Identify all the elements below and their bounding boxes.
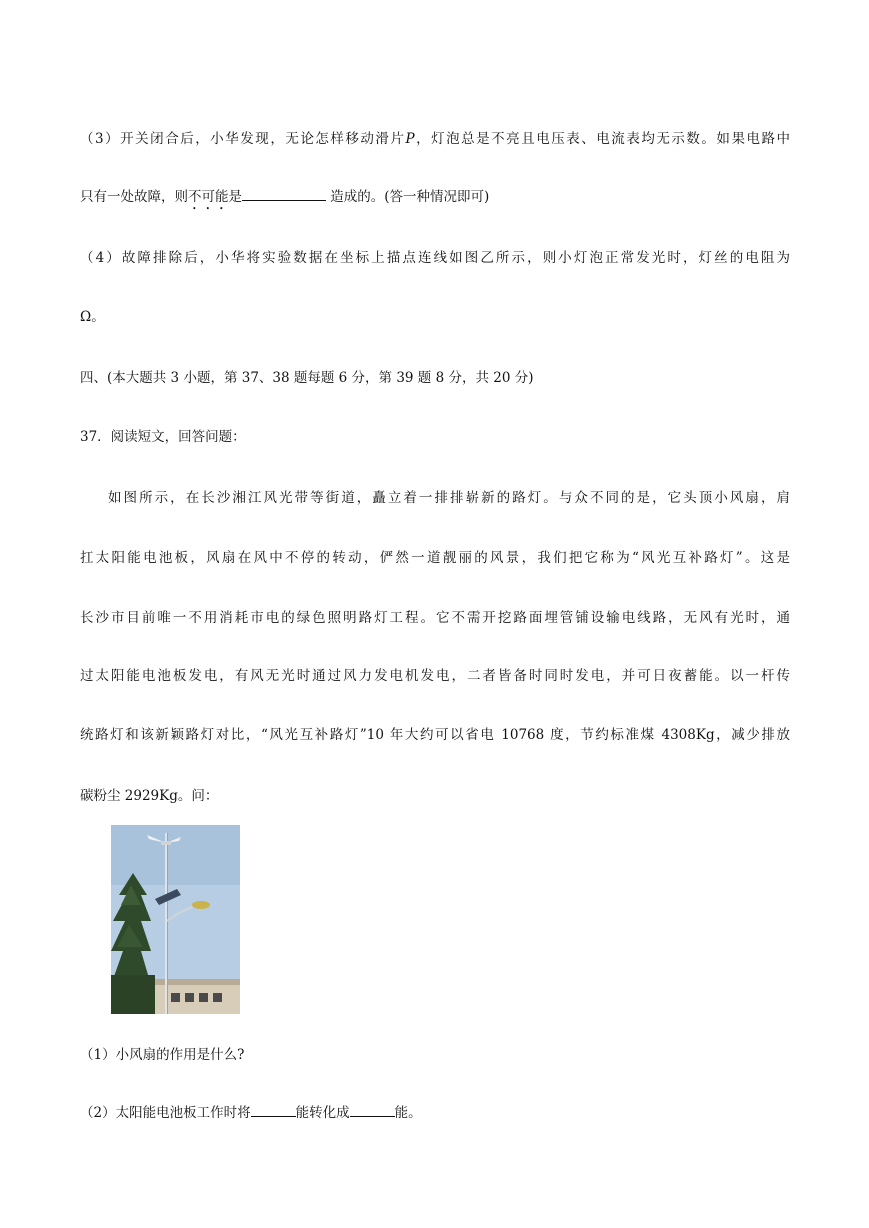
q37-sub2: （2）太阳能电池板工作时将 能转化成 能。: [80, 1101, 790, 1121]
answer-blank[interactable]: [350, 1103, 395, 1118]
q37-para-line: 长沙市目前唯一不用消耗市电的绿色照明路灯工程。它不需开挖路面埋管铺设输电线路，无风有光时，通: [80, 610, 790, 626]
q37-title: 37．阅读短文，回答问题：: [80, 429, 246, 445]
q37-sub1: （1）小风扇的作用是什么?: [80, 1047, 245, 1063]
section-heading: 四、(本大题共 3 小题，第 37、38 题每题 6 分，第 39 题 8 分，共 20 分): [80, 370, 534, 386]
q37-para-line: 如图所示，在长沙湘江风光带等街道，矗立着一排排崭新的路灯。与众不同的是，它头顶小风扇，肩: [108, 490, 790, 506]
q37-para-line: 统路灯和该新颖路灯对比，“风光互补路灯”10 年大约可以省电 10768 度，节约标准煤 4308Kg，减少排放: [80, 727, 790, 743]
q37-para-line: 扛太阳能电池板，风扇在风中不停的转动，俨然一道靓丽的风景，我们把它称为“风光互补路灯”。这是: [80, 550, 790, 566]
q37-para-line: 过太阳能电池板发电，有风无光时通过风力发电机发电，二者皆备时同时发电，并可日夜蓄能。以一杆传: [80, 668, 790, 684]
q4-line2: Ω。: [80, 309, 105, 325]
answer-blank[interactable]: [242, 187, 326, 202]
q4-line1: （4）故障排除后，小华将实验数据在坐标上描点连线如图乙所示，则小灯泡正常发光时，灯丝的电阻为: [80, 250, 790, 266]
answer-blank[interactable]: [251, 1103, 296, 1118]
q3-line1: （3）开关闭合后，小华发现，无论怎样移动滑片P，灯泡总是不亮且电压表、电流表均无示数。如果电路中: [80, 131, 790, 147]
street-lamp-photo: [111, 825, 240, 1014]
q37-para-line: 碳粉尘 2929Kg。问：: [80, 788, 219, 804]
emphasis-dots-text: 不可能: [188, 189, 229, 205]
q3-line2: 只有一处故障，则不可能是 造成的。(答一种情况即可): [80, 185, 790, 213]
